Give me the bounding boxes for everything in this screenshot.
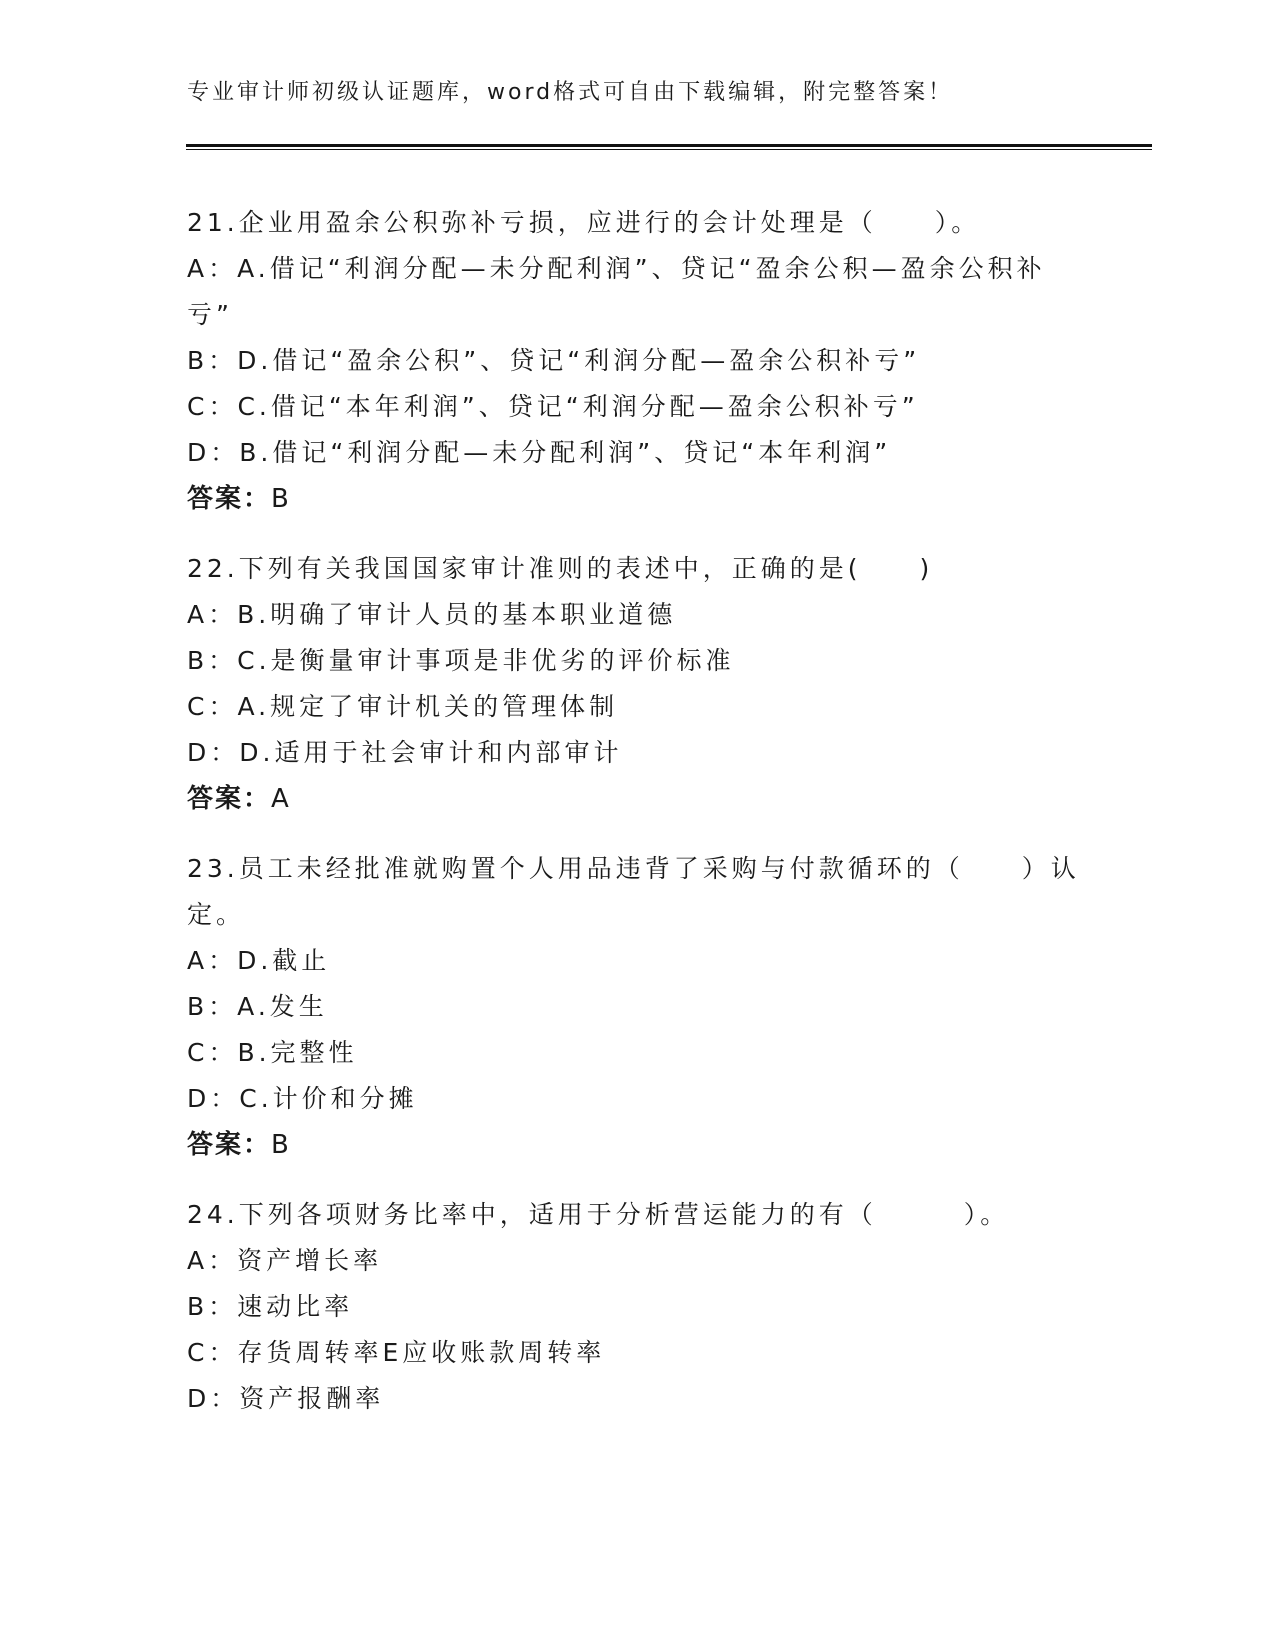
header-divider-thin (186, 149, 1152, 150)
option-b: B：C.是衡量审计事项是非优劣的评价标准 (187, 646, 735, 675)
answer-label: 答案： (187, 484, 272, 514)
question-24 (187, 1192, 1087, 1422)
option-c: C：C.借记“本年利润”、贷记“利润分配—盈余公积补亏” (187, 392, 919, 421)
answer-label: 答案： (187, 784, 272, 814)
question-stem: 23.员工未经批准就购置个人用品违背了采购与付款循环的（ ）认定。 (187, 854, 1080, 929)
answer-value: A (271, 784, 291, 814)
answer-line (187, 476, 1087, 522)
answer-value: B (271, 484, 291, 514)
question-22 (187, 546, 1087, 822)
option-b: B：D.借记“盈余公积”、贷记“利润分配—盈余公积补亏” (187, 346, 921, 375)
option-d: D：B.借记“利润分配—未分配利润”、贷记“本年利润” (187, 438, 892, 467)
option-c: C：A.规定了审计机关的管理体制 (187, 692, 619, 721)
question-stem: 24.下列各项财务比率中，适用于分析营运能力的有（ ）。 (187, 1200, 1010, 1229)
option-a: A：B.明确了审计人员的基本职业道德 (187, 600, 677, 629)
option-d: D：资产报酬率 (187, 1384, 385, 1413)
option-a: A：D.截止 (187, 946, 331, 975)
header-divider (186, 144, 1152, 150)
option-b: B：速动比率 (187, 1292, 354, 1321)
question-stem: 21.企业用盈余公积弥补亏损，应进行的会计处理是（ ）。 (187, 208, 981, 237)
document-header: 专业审计师初级认证题库，word格式可自由下载编辑，附完整答案！ (187, 80, 954, 105)
option-c: C：存货周转率E应收账款周转率 (187, 1338, 606, 1367)
option-a: A：A.借记“利润分配—未分配利润”、贷记“盈余公积—盈余公积补亏” (187, 254, 1046, 329)
answer-line (187, 1122, 1087, 1168)
answer-line (187, 776, 1087, 822)
question-stem: 22.下列有关我国国家审计准则的表述中，正确的是( ) (187, 554, 934, 583)
question-list (187, 200, 1087, 1446)
option-a: A：资产增长率 (187, 1246, 383, 1275)
answer-value: B (271, 1130, 291, 1160)
header-divider-thick (186, 144, 1152, 147)
question-23 (187, 846, 1087, 1168)
option-c: C：B.完整性 (187, 1038, 358, 1067)
answer-label: 答案： (187, 1130, 272, 1160)
question-21 (187, 200, 1087, 522)
option-d: D：D.适用于社会审计和内部审计 (187, 738, 623, 767)
option-d: D：C.计价和分摊 (187, 1084, 418, 1113)
option-b: B：A.发生 (187, 992, 328, 1021)
